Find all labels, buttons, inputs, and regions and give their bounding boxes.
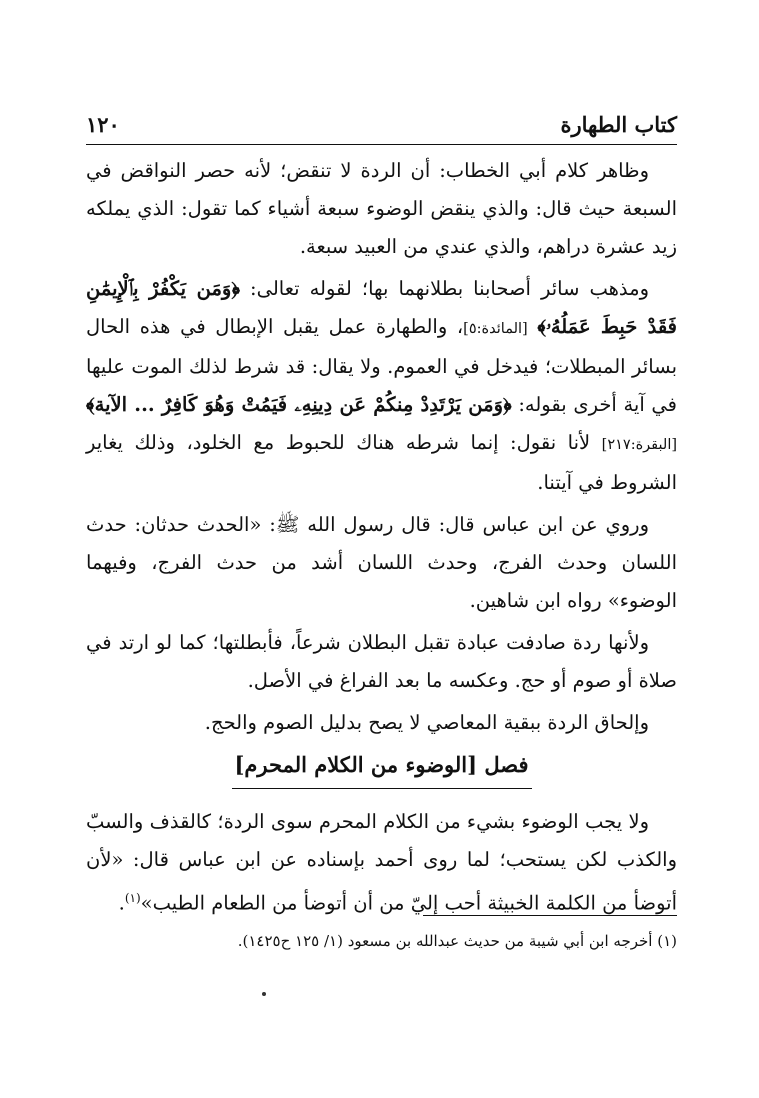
paragraph-2-part-c: لأنا نقول: إنما شرطه هناك للحبوط مع الخلود، وذلك يغاير الشروط في آيتنا. <box>86 431 677 494</box>
verse-reference-2: [البقرة:٢١٧] <box>601 437 677 453</box>
page-speck <box>262 992 266 996</box>
paragraph-5: وإلحاق الردة ببقية المعاصي لا يصح بدليل الصوم والحج. <box>204 711 649 734</box>
page-number: ١٢٠ <box>86 112 120 137</box>
quran-verse-2: ﴿وَمَن يَرْتَدِدْ مِنكُمْ عَن دِينِهِۦ فَيَمُتْ وَهُوَ كَافِرٌ ... الآية﴾ <box>86 393 512 416</box>
verse-reference-1: [المائدة:٥] <box>463 321 528 337</box>
running-header <box>86 106 677 145</box>
footnote-marker[interactable]: (١) <box>124 891 141 905</box>
paragraph-2 <box>86 270 677 502</box>
paragraph-2-part-b: ، والطهارة عمل يقبل الإبطال في هذه الحال بسائر المبطلات؛ فيدخل في العموم. ولا يقال: قد شرط لذلك الموت عليها في آية أخرى بقوله: <box>86 315 678 416</box>
footnote-divider <box>423 915 677 916</box>
paragraph-6 <box>86 803 677 923</box>
paragraph-4: ولأنها ردة صادفت عبادة تقبل البطلان شرعاً، فأبطلتها؛ كما لو ارتد في صلاة أو صوم أو حج. وعكسه ما بعد الفراغ في الأصل. <box>86 631 677 692</box>
paragraph-6-end: . <box>118 891 125 915</box>
paragraph-3: وروي عن ابن عباس قال: قال رسول الله ﷺ: «الحدث حدثان: حدث اللسان وحدث الفرج، وحدث اللسان أشد من حدث الفرج، وفيهما الوضوء» رواه ابن شاهين. <box>86 513 677 612</box>
paragraph-6-text: ولا يجب الوضوء بشيء من الكلام المحرم سوى الردة؛ كالقذف والسبّ والكذب لكن يستحب؛ لما روى أحمد بإسناده عن ابن عباس قال: «لأن أتوضأ من الكلمة الخبيثة أحب إليّ من أن أتوضأ من الطعام الطيب» <box>86 810 677 915</box>
body-text <box>86 152 677 927</box>
paragraph-1: وظاهر كلام أبي الخطاب: أن الردة لا تنقض؛ لأنه حصر النواقض في السبعة حيث قال: والذي ينقض الوضوء سبعة أشياء كما تقول: الذي يملكه زيد عشرة دراهم، والذي عندي من العبيد سبعة. <box>86 159 677 258</box>
footnote: (١) أخرجه ابن أبي شيبة من حديث عبدالله بن مسعود (١/ ١٢٥ ح١٤٢٥). <box>237 932 677 950</box>
quran-verse-1: ﴿وَمَن يَكْفُرْ بِٱلْإِيمَٰنِ فَقَدْ حَبِطَ عَمَلُهُۥ﴾ <box>86 277 678 338</box>
chapter-title: كتاب الطهارة <box>560 112 677 137</box>
section-heading: فصل [الوضوء من الكلام المحرم] <box>232 746 532 789</box>
paragraph-2-part-a: ومذهب سائر أصحابنا بطلانهما بها؛ لقوله تعالى: <box>250 277 649 300</box>
